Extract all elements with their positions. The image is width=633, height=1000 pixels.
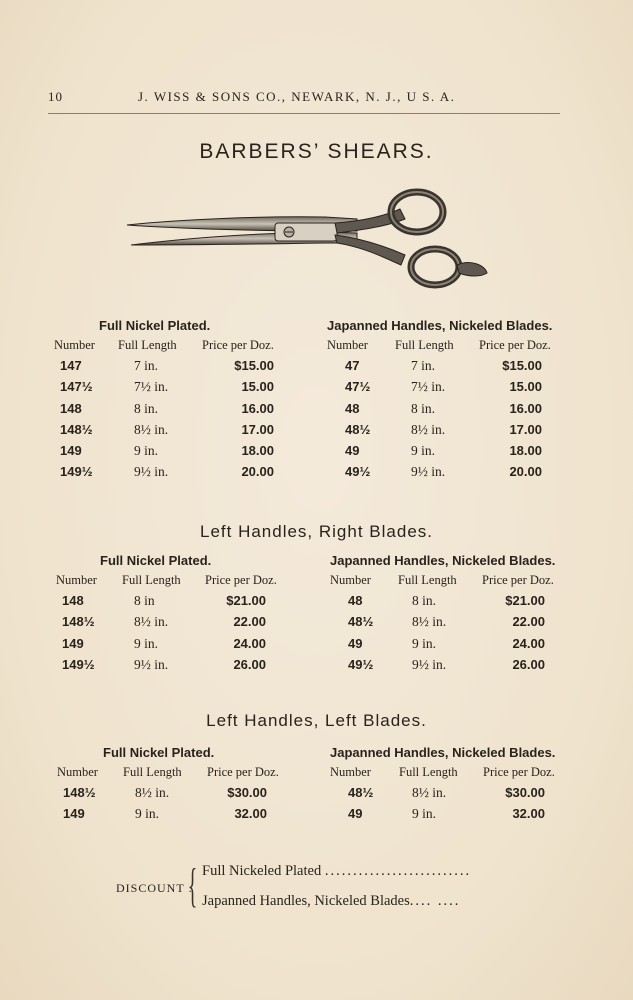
col-number: Number [54,338,95,352]
discount-line-japanned [202,893,460,910]
row-length: 8½ in. [411,421,446,437]
row-price: 15.00 [241,379,274,395]
col-number: Number [57,765,98,779]
row-number: 48 [345,400,360,416]
row-length: 7½ in. [411,379,446,395]
table-heading: Full Nickel Plated. [99,318,211,333]
row-number: 148½ [63,785,96,800]
row-length: 7 in. [411,358,436,373]
row-length: 8 in. [134,400,159,416]
row-length: 9½ in. [134,656,169,672]
column-headers [54,338,304,358]
row-number: 47½ [345,379,371,395]
col-length: Full Length [398,573,457,587]
row-length: 9 in. [412,635,437,651]
table-japanned-1 [327,318,577,486]
row-length: 7 in. [134,358,159,373]
table-row [54,422,304,443]
row-price: 17.00 [241,421,274,437]
leader-dots: .... .... [409,893,461,909]
row-price: $30.00 [227,785,267,800]
discount-line-text: Full Nickeled Plated [202,863,322,879]
row-number: 49 [345,443,360,459]
col-number: Number [330,573,371,587]
col-length: Full Length [395,338,454,352]
table-row [327,379,577,400]
row-length: 9½ in. [134,464,169,480]
table-row [327,443,577,464]
row-price: $21.00 [505,593,545,608]
table-row [330,657,580,678]
row-price: 32.00 [512,806,545,822]
col-length: Full Length [122,573,181,587]
row-number: 147½ [60,379,93,395]
col-price: Price per Doz. [479,338,551,352]
row-price: 16.00 [241,400,274,416]
discount-block [116,860,536,920]
row-price: 20.00 [241,464,274,480]
table-row [327,401,577,422]
col-number: Number [327,338,368,352]
row-number: 148 [62,593,84,608]
row-price: 32.00 [234,806,267,822]
row-price: 18.00 [241,443,274,459]
page-title: BARBERS’ SHEARS. [199,140,434,163]
row-price: $15.00 [502,358,542,373]
row-price: 22.00 [512,614,545,630]
table-row [54,358,304,379]
column-headers [330,573,580,593]
table-row [330,785,580,806]
discount-label: DISCOUNT : [116,881,193,895]
table-row [330,614,580,635]
table-heading: Full Nickel Plated. [100,553,212,568]
row-number: 147 [60,358,82,373]
row-price: 24.00 [233,635,266,651]
row-length: 8 in. [412,593,437,608]
row-price: 17.00 [509,421,542,437]
row-length: 8 in [134,593,155,608]
row-price: 16.00 [509,400,542,416]
table-row [57,806,307,827]
col-price: Price per Doz. [205,573,277,587]
table-row [327,464,577,485]
table-japanned-2 [330,553,580,678]
row-length: 9½ in. [411,464,446,480]
row-number: 149 [60,443,82,459]
row-price: 26.00 [512,656,545,672]
table-row [56,593,306,614]
page-number: 10 [48,89,63,104]
row-length: 8 in. [411,400,436,416]
row-number: 149 [62,635,84,651]
table-row [57,785,307,806]
row-price: $21.00 [226,593,266,608]
row-number: 148 [60,400,82,416]
column-headers [330,765,580,785]
row-number: 49 [348,806,363,822]
row-price: $15.00 [234,358,274,373]
section-title-left-handles-right-blades: Left Handles, Right Blades. [199,522,433,541]
table-row [54,401,304,422]
column-headers [56,573,306,593]
table-row [330,593,580,614]
discount-line-text: Japanned Handles, Nickeled Blades [202,893,410,909]
table-row [56,636,306,657]
table-japanned-3 [330,745,580,828]
table-row [56,614,306,635]
table-heading: Japanned Handles, Nickeled Blades. [330,745,556,760]
row-number: 148½ [60,421,93,437]
row-price: $30.00 [505,785,545,800]
row-length: 8½ in. [134,421,169,437]
table-row [54,464,304,485]
row-number: 148½ [62,614,95,630]
page-header [48,89,585,109]
row-length: 8½ in. [412,614,447,630]
table-row [54,443,304,464]
row-price: 24.00 [512,635,545,651]
table-heading: Full Nickel Plated. [103,745,215,760]
row-number: 49½ [345,464,371,480]
col-number: Number [56,573,97,587]
row-length: 9 in. [412,806,437,822]
row-number: 48½ [348,614,374,630]
row-number: 48½ [345,421,371,437]
row-length: 9 in. [134,443,159,459]
table-row [327,422,577,443]
row-number: 47 [345,358,360,373]
header-rule [48,113,560,114]
section-title-left-handles-left-blades: Left Handles, Left Blades. [206,711,427,730]
row-price: 15.00 [509,379,542,395]
col-number: Number [330,765,371,779]
row-length: 8½ in. [412,785,447,800]
col-price: Price per Doz. [482,573,554,587]
row-number: 149 [63,806,85,822]
discount-line-nickeled [202,863,471,880]
row-length: 9 in. [135,806,160,822]
col-length: Full Length [399,765,458,779]
brace-icon: { [188,859,198,912]
col-length: Full Length [123,765,182,779]
table-nickel-plated-1 [54,318,304,486]
column-headers [57,765,307,785]
table-row [327,358,577,379]
col-price: Price per Doz. [202,338,274,352]
table-row [330,806,580,827]
row-length: 9 in. [411,443,436,459]
table-row [54,379,304,400]
col-length: Full Length [118,338,177,352]
row-price: 26.00 [233,656,266,672]
row-length: 7½ in. [134,379,169,395]
row-price: 20.00 [509,464,542,480]
table-row [330,636,580,657]
row-number: 48½ [348,785,374,800]
col-price: Price per Doz. [483,765,555,779]
row-number: 149½ [62,656,95,672]
column-headers [327,338,577,358]
company-name: J. WISS & SONS CO., NEWARK, N. J., U S. A. [138,89,456,104]
row-number: 49 [348,635,363,651]
table-nickel-plated-2 [56,553,306,678]
row-number: 48 [348,593,363,608]
shears-illustration-icon [125,185,495,295]
col-price: Price per Doz. [207,765,279,779]
row-number: 149½ [60,464,93,480]
row-number: 49½ [348,656,374,672]
row-length: 9 in. [134,635,159,651]
table-heading: Japanned Handles, Nickeled Blades. [327,318,553,333]
row-length: 8½ in. [135,785,170,800]
row-price: 22.00 [233,614,266,630]
table-row [56,657,306,678]
table-heading: Japanned Handles, Nickeled Blades. [330,553,556,568]
table-nickel-plated-3 [57,745,307,828]
leader-dots: .......................... [324,863,472,879]
row-price: 18.00 [509,443,542,459]
row-length: 8½ in. [134,614,169,630]
row-length: 9½ in. [412,656,447,672]
